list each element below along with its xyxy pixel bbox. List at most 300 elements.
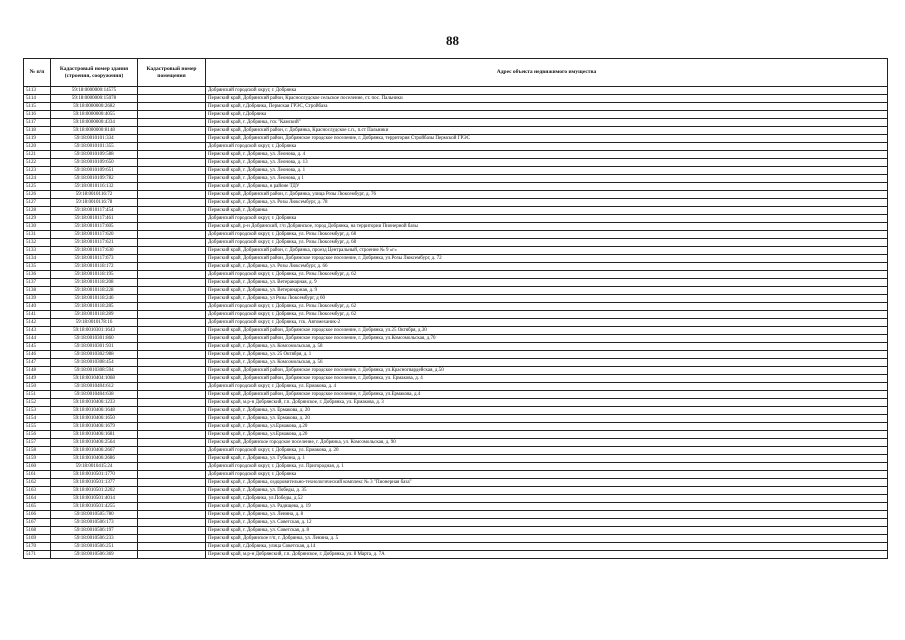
- cadastral-number: 59:18:0010406:1648: [51, 407, 138, 415]
- table-row: [24, 527, 888, 535]
- row-number: 5145: [24, 343, 51, 351]
- cadastral-number: 59:18:0010406:1233: [51, 399, 138, 407]
- room-cadastral-number: [138, 143, 206, 151]
- table-row: [24, 383, 888, 391]
- table-row: [24, 343, 888, 351]
- cadastral-number: 59:18:0010404:638: [51, 391, 138, 399]
- room-cadastral-number: [138, 511, 206, 519]
- property-address: Добрянский городской округ, г. Добрянка, ул. Розы Люксембург, д. 62: [206, 311, 888, 319]
- cadastral-number: 59:18:0010117:621: [51, 239, 138, 247]
- room-cadastral-number: [138, 479, 206, 487]
- table-row: [24, 439, 888, 447]
- row-number: 5132: [24, 239, 51, 247]
- room-cadastral-number: [138, 127, 206, 135]
- table-body: [24, 87, 888, 559]
- property-address: Пермский край, г. Добрянка: [206, 207, 888, 215]
- table-row: [24, 415, 888, 423]
- property-address: Добрянский городской округ, г. Добрянка: [206, 87, 888, 95]
- table-row: [24, 455, 888, 463]
- row-number: 5115: [24, 103, 51, 111]
- property-address: Пермский край, г. Добрянка, ул.Ермакова, д.20: [206, 423, 888, 431]
- row-number: 5149: [24, 375, 51, 383]
- page-number: 88: [446, 33, 459, 48]
- row-number: 5139: [24, 295, 51, 303]
- row-number: 5169: [24, 535, 51, 543]
- table-row: [24, 247, 888, 255]
- table-row: [24, 287, 888, 295]
- row-number: 5124: [24, 175, 51, 183]
- room-cadastral-number: [138, 191, 206, 199]
- row-number: 5163: [24, 487, 51, 495]
- cadastral-number: 59:18:0000000:15078: [51, 95, 138, 103]
- room-cadastral-number: [138, 271, 206, 279]
- property-address: Пермский край, Добрянский район, Добрянское городское поселение, г. Добрянка, территория Стройбазы Пермской ГРЭС: [206, 135, 888, 143]
- cadastral-number: 59:18:0010101:334: [51, 135, 138, 143]
- room-cadastral-number: [138, 303, 206, 311]
- property-address: Пермский край, г. Добрянка, ул. Ермакова, д. 20: [206, 407, 888, 415]
- property-address: Добрянский городской округ, г. Добрянка, ул. Розы Люксембург, д. 68: [206, 231, 888, 239]
- property-address: Пермский край, г. Добрянка, ул. Розы Люксембург, д. 78: [206, 199, 888, 207]
- property-address: Пермский край, г. Добрянка, ул.Ермакова, д.20: [206, 431, 888, 439]
- cadastral-number: 59:18:0010406:1650: [51, 415, 138, 423]
- table-row: [24, 327, 888, 335]
- row-number: 5138: [24, 287, 51, 295]
- cadastral-number: 59:18:0010116:72: [51, 191, 138, 199]
- property-address: Пермский край, Добрянский район, г. Добрянка, Краснослудское с.п., п.ст Пальники: [206, 127, 888, 135]
- table-row: [24, 87, 888, 95]
- room-cadastral-number: [138, 471, 206, 479]
- property-address: Пермский край, г. Добрянка, ул. Леонова, д. 4: [206, 151, 888, 159]
- property-address: Пермский край, Добрянское г/п, г. Добрянка, ул. Ленина, д. 5: [206, 535, 888, 543]
- table-row: [24, 271, 888, 279]
- table-row: [24, 447, 888, 455]
- row-number: 5128: [24, 207, 51, 215]
- table-row: [24, 423, 888, 431]
- property-address: Добрянский городской округ, г. Добрянка, ул. Розы Люксембург, д. 68: [206, 239, 888, 247]
- table-row: [24, 119, 888, 127]
- room-cadastral-number: [138, 455, 206, 463]
- cadastral-number: 59:18:0010501:4255: [51, 503, 138, 511]
- cadastral-number: 59:18:0010118:208: [51, 279, 138, 287]
- cadastral-number: 59:18:0010301:1643: [51, 327, 138, 335]
- cadastral-number: 59:18:0010117:605: [51, 223, 138, 231]
- property-address: Пермский край, г. Добрянка, ул. Леонова, д. 13: [206, 159, 888, 167]
- row-number: 5121: [24, 151, 51, 159]
- row-number: 5122: [24, 159, 51, 167]
- room-cadastral-number: [138, 519, 206, 527]
- row-number: 5113: [24, 87, 51, 95]
- cadastral-number: 59:18:0010506:369: [51, 551, 138, 559]
- property-address: Добрянский городской округ, г. Добрянка, ул. Пригородная, д. 1: [206, 463, 888, 471]
- room-cadastral-number: [138, 167, 206, 175]
- room-cadastral-number: [138, 255, 206, 263]
- row-number: 5154: [24, 415, 51, 423]
- property-address: Пермский край, г.Добрянка: [206, 111, 888, 119]
- table-row: [24, 503, 888, 511]
- property-address: Пермский край, г. Добрянка, ул. Леонова, д 1: [206, 175, 888, 183]
- property-address: Пермский край, г. Добрянка, ул. Комсомольская, д. 56: [206, 359, 888, 367]
- row-number: 5157: [24, 439, 51, 447]
- cadastral-number: 59:18:0010116:132: [51, 183, 138, 191]
- cadastral-number: 59:18:0010308:454: [51, 359, 138, 367]
- row-number: 5151: [24, 391, 51, 399]
- property-address: Пермский край, г. Добрянка, ул. Леонова, д. 1: [206, 167, 888, 175]
- room-cadastral-number: [138, 423, 206, 431]
- table-row: [24, 295, 888, 303]
- room-cadastral-number: [138, 103, 206, 111]
- table-row: [24, 207, 888, 215]
- row-number: 5143: [24, 327, 51, 335]
- cadastral-number: 59:18:0010308:594: [51, 367, 138, 375]
- row-number: 5155: [24, 423, 51, 431]
- table-row: [24, 407, 888, 415]
- table-row: [24, 367, 888, 375]
- property-address: Пермский край, г. Добрянка, ул. Ветеранарная, д. 9: [206, 279, 888, 287]
- room-cadastral-number: [138, 159, 206, 167]
- room-cadastral-number: [138, 263, 206, 271]
- row-number: 5126: [24, 191, 51, 199]
- room-cadastral-number: [138, 351, 206, 359]
- cadastral-number: 59:18:0010506:197: [51, 527, 138, 535]
- row-number: 5131: [24, 231, 51, 239]
- header-address: Адрес объекта недвижимого имущества: [206, 59, 888, 87]
- cadastral-number: 59:18:0010118:228: [51, 287, 138, 295]
- table-row: [24, 231, 888, 239]
- table-row: [24, 543, 888, 551]
- room-cadastral-number: [138, 231, 206, 239]
- room-cadastral-number: [138, 287, 206, 295]
- table-row: [24, 463, 888, 471]
- header-num: № п/п: [24, 59, 51, 87]
- room-cadastral-number: [138, 487, 206, 495]
- cadastral-number: 59:18:0000000:8148: [51, 127, 138, 135]
- room-cadastral-number: [138, 215, 206, 223]
- property-address: Добрянский городской округ, г. Добрянка: [206, 143, 888, 151]
- property-address: Добрянский городской округ, г. Добрянка, гск. Автомеханик-2: [206, 319, 888, 327]
- cadastral-number: 59:18:0010501:1770: [51, 471, 138, 479]
- table-row: [24, 351, 888, 359]
- cadastral-number: 59:18:0010117:461: [51, 215, 138, 223]
- row-number: 5152: [24, 399, 51, 407]
- room-cadastral-number: [138, 327, 206, 335]
- table-row: [24, 479, 888, 487]
- room-cadastral-number: [138, 503, 206, 511]
- property-address: Пермский край, г. Добрянка, гск "Камский": [206, 119, 888, 127]
- table-row: [24, 303, 888, 311]
- property-address: Пермский край, Добрянский район, Добрянское городское поселение, г. Добрянка, ул.Комсомольская, д.70: [206, 335, 888, 343]
- cadastral-number: 59:18:0000000:4334: [51, 119, 138, 127]
- room-cadastral-number: [138, 319, 206, 327]
- row-number: 5135: [24, 263, 51, 271]
- row-number: 5156: [24, 431, 51, 439]
- room-cadastral-number: [138, 495, 206, 503]
- table-row: [24, 255, 888, 263]
- cadastral-number: 59:18:0010506:233: [51, 535, 138, 543]
- table-row: [24, 263, 888, 271]
- property-address: Пермский край, Добрянский район, Добрянское городское поселение, г. Добрянка, ул.Розы Люксембург, д. 72: [206, 255, 888, 263]
- cadastral-number: 59:18:0010118:195: [51, 271, 138, 279]
- cadastral-number: 59:18:0010404:612: [51, 383, 138, 391]
- cadastral-number: 59:18:0010118:289: [51, 311, 138, 319]
- cadastral-number: 59:18:0010501:2202: [51, 487, 138, 495]
- row-number: 5123: [24, 167, 51, 175]
- property-address: Пермский край, Добрянский район, Добрянское городское поселение, г. Добрянка, ул. Ермакова, д. 4: [206, 375, 888, 383]
- room-cadastral-number: [138, 279, 206, 287]
- row-number: 5146: [24, 351, 51, 359]
- property-address: Пермский край, г. Добрянка, оздоровительно-технологический комплекс № 3 "Пионерная база": [206, 479, 888, 487]
- header-cadastral-room: Кадастровый номер помещения: [138, 59, 206, 87]
- room-cadastral-number: [138, 87, 206, 95]
- room-cadastral-number: [138, 111, 206, 119]
- room-cadastral-number: [138, 543, 206, 551]
- cadastral-number: 59:18:0010406:2667: [51, 447, 138, 455]
- row-number: 5165: [24, 503, 51, 511]
- table-row: [24, 487, 888, 495]
- property-address: Пермский край, г.Добрянка, улица Советская, д.14: [206, 543, 888, 551]
- table-row: [24, 495, 888, 503]
- table-row: [24, 199, 888, 207]
- cadastral-number: 59:18:0000000:14575: [51, 87, 138, 95]
- row-number: 5117: [24, 119, 51, 127]
- property-address: Пермский край, г. Добрянка, ул. Губкина, д. 1: [206, 455, 888, 463]
- row-number: 5125: [24, 183, 51, 191]
- row-number: 5142: [24, 319, 51, 327]
- row-number: 5167: [24, 519, 51, 527]
- property-address: Пермский край, г. Добрянка, в районе ТДУ: [206, 183, 888, 191]
- room-cadastral-number: [138, 223, 206, 231]
- property-address: Пермский край, Добрянское городское поселение, г. Добрянка, ул. Комсомольская, д. 90: [206, 439, 888, 447]
- row-number: 5153: [24, 407, 51, 415]
- table-row: [24, 143, 888, 151]
- row-number: 5170: [24, 543, 51, 551]
- property-address: Добрянский городской округ, г. Добрянка, ул. Розы Люксембург, д. 62: [206, 271, 888, 279]
- cadastral-number: 59:18:0010117:673: [51, 255, 138, 263]
- row-number: 5116: [24, 111, 51, 119]
- row-number: 5133: [24, 247, 51, 255]
- room-cadastral-number: [138, 207, 206, 215]
- room-cadastral-number: [138, 463, 206, 471]
- property-address: Пермский край, г. Добрянка, ул. Радищева, д. 19: [206, 503, 888, 511]
- property-address: Пермский край, г.Добрянка, Пермская ГРЭС, Стройбаза: [206, 103, 888, 111]
- cadastral-number: 59:18:0010117:630: [51, 247, 138, 255]
- table-row: [24, 335, 888, 343]
- table-row: [24, 359, 888, 367]
- cadastral-number: 59:18:0010118:285: [51, 303, 138, 311]
- room-cadastral-number: [138, 199, 206, 207]
- room-cadastral-number: [138, 247, 206, 255]
- cadastral-number: 59:18:0010109:651: [51, 167, 138, 175]
- cadastral-number: 59:18:0010501:1377: [51, 479, 138, 487]
- row-number: 5144: [24, 335, 51, 343]
- cadastral-number: 59:18:0010501:4014: [51, 495, 138, 503]
- table-row: [24, 175, 888, 183]
- room-cadastral-number: [138, 335, 206, 343]
- room-cadastral-number: [138, 343, 206, 351]
- cadastral-number: 59:18:0010118:246: [51, 295, 138, 303]
- room-cadastral-number: [138, 391, 206, 399]
- property-address: Пермский край, Добрянский район, г. Добрянка, улица Розы Люксембург, д. 76: [206, 191, 888, 199]
- cadastral-number: 59:18:0000000:2682: [51, 103, 138, 111]
- row-number: 5120: [24, 143, 51, 151]
- row-number: 5114: [24, 95, 51, 103]
- property-address: Пермский край, г. Добрянка, ул. Советская, д. 12: [206, 519, 888, 527]
- cadastral-number: 59:18:0010415:24: [51, 463, 138, 471]
- cadastral-number: 59:18:0010117:454: [51, 207, 138, 215]
- row-number: 5118: [24, 127, 51, 135]
- room-cadastral-number: [138, 151, 206, 159]
- table-row: [24, 511, 888, 519]
- table-row: [24, 311, 888, 319]
- row-number: 5158: [24, 447, 51, 455]
- table-row: [24, 431, 888, 439]
- room-cadastral-number: [138, 95, 206, 103]
- room-cadastral-number: [138, 527, 206, 535]
- table-row: [24, 551, 888, 559]
- cadastral-number: 59:18:0000000:4055: [51, 111, 138, 119]
- row-number: 5171: [24, 551, 51, 559]
- row-number: 5127: [24, 199, 51, 207]
- table-row: [24, 535, 888, 543]
- room-cadastral-number: [138, 383, 206, 391]
- room-cadastral-number: [138, 135, 206, 143]
- row-number: 5147: [24, 359, 51, 367]
- room-cadastral-number: [138, 447, 206, 455]
- room-cadastral-number: [138, 119, 206, 127]
- cadastral-number: 59:18:0010101:355: [51, 143, 138, 151]
- table-row: [24, 183, 888, 191]
- property-address: Добрянский городской округ, г. Добрянка, ул. Розы Люксембург, д. 62: [206, 303, 888, 311]
- table-row: [24, 215, 888, 223]
- property-address: Пермский край, г. Добрянка, ул Розы Люксембург, д 60: [206, 295, 888, 303]
- row-number: 5140: [24, 303, 51, 311]
- cadastral-number: 59:18:0010302:988: [51, 351, 138, 359]
- room-cadastral-number: [138, 311, 206, 319]
- row-number: 5160: [24, 463, 51, 471]
- property-address: Пермский край, р-н Добрянский, г/п Добрянское, город Добрянка, на территории Пионерной базы: [206, 223, 888, 231]
- property-address: Пермский край, г. Добрянка, ул. Ленина, д. 8: [206, 511, 888, 519]
- property-address: Пермский край, г. Добрянка, ул. Ветеринарная, д. 9: [206, 287, 888, 295]
- row-number: 5129: [24, 215, 51, 223]
- row-number: 5148: [24, 367, 51, 375]
- cadastral-number: 59:18:0010406:2564: [51, 439, 138, 447]
- room-cadastral-number: [138, 295, 206, 303]
- cadastral-number: 59:18:0010406:2686: [51, 455, 138, 463]
- property-address: Пермский край, Добрянский район, Краснослудское сельское поселение, ст. пос. Пальники: [206, 95, 888, 103]
- table-row: [24, 391, 888, 399]
- table-row: [24, 167, 888, 175]
- property-address: Пермский край, г. Добрянка, ул. Советская, д. 8: [206, 527, 888, 535]
- property-address: Добрянский городской округ, г. Добрянка, ул. Ермакова, д. 20: [206, 447, 888, 455]
- header-cadastral-building: Кадастровый номер здания (строения, сооружения): [51, 59, 138, 87]
- table-row: [24, 103, 888, 111]
- table-row: [24, 95, 888, 103]
- table-row: [24, 191, 888, 199]
- row-number: 5119: [24, 135, 51, 143]
- cadastral-number: 59:18:0010109:650: [51, 159, 138, 167]
- room-cadastral-number: [138, 359, 206, 367]
- property-address: Пермский край, Добрянский район, Добрянское городское поселение, г. Добрянка, ул.Красногвардейская, д.50: [206, 367, 888, 375]
- room-cadastral-number: [138, 439, 206, 447]
- cadastral-number: 59:18:0010117:620: [51, 231, 138, 239]
- row-number: 5168: [24, 527, 51, 535]
- row-number: 5159: [24, 455, 51, 463]
- row-number: 5161: [24, 471, 51, 479]
- property-address: Пермский край, Добрянский район, г. Добрянка, проезд Центральный, строение № 9 «г»: [206, 247, 888, 255]
- room-cadastral-number: [138, 551, 206, 559]
- room-cadastral-number: [138, 175, 206, 183]
- row-number: 5164: [24, 495, 51, 503]
- table-row: [24, 375, 888, 383]
- table-row: [24, 151, 888, 159]
- property-address: Добрянский городской округ, г. Добрянка: [206, 471, 888, 479]
- cadastral-number: 59:18:0010109:782: [51, 175, 138, 183]
- property-address: Добрянский городской округ, г. Добрянка: [206, 215, 888, 223]
- cadastral-number: 59:18:0010118:172: [51, 263, 138, 271]
- row-number: 5136: [24, 271, 51, 279]
- room-cadastral-number: [138, 239, 206, 247]
- room-cadastral-number: [138, 415, 206, 423]
- cadastral-number: 59:18:0010109:588: [51, 151, 138, 159]
- table-row: [24, 519, 888, 527]
- room-cadastral-number: [138, 367, 206, 375]
- row-number: 5134: [24, 255, 51, 263]
- table-row: [24, 127, 888, 135]
- room-cadastral-number: [138, 375, 206, 383]
- property-address: Пермский край, м.р-н Добрянский, г.п. Добрянское, г. Добрянка, ул. Ермакова, д. 3: [206, 399, 888, 407]
- table-row: [24, 471, 888, 479]
- property-address: Пермский край, Добрянский район, Добрянское городское поселение, г. Добрянка, ул.25 Октября, д.30: [206, 327, 888, 335]
- cadastral-number: 59:18:0010406:1679: [51, 423, 138, 431]
- room-cadastral-number: [138, 407, 206, 415]
- property-registry-table: [23, 58, 888, 559]
- row-number: 5166: [24, 511, 51, 519]
- cadastral-number: 59:18:0010406:1681: [51, 431, 138, 439]
- table-row: [24, 319, 888, 327]
- property-address: Пермский край, Добрянский район, Добрянское городское поселение, г. Добрянка, ул.Ермакова, д.4: [206, 391, 888, 399]
- row-number: 5137: [24, 279, 51, 287]
- property-address: Пермский край, м.р-н Добрянский, г.п. Добрянское, г. Добрянка, ул. 8 Марта, д. 7А: [206, 551, 888, 559]
- property-address: Пермский край, г. Добрянка, ул. 25 Октября, д. 1: [206, 351, 888, 359]
- row-number: 5130: [24, 223, 51, 231]
- row-number: 5141: [24, 311, 51, 319]
- table-row: [24, 239, 888, 247]
- table-row: [24, 223, 888, 231]
- cadastral-number: 59:18:0010178:16: [51, 319, 138, 327]
- cadastral-number: 59:18:0010301:931: [51, 343, 138, 351]
- table-row: [24, 111, 888, 119]
- row-number: 5162: [24, 479, 51, 487]
- cadastral-number: 59:18:0010116:78: [51, 199, 138, 207]
- cadastral-number: 59:18:0010506:173: [51, 519, 138, 527]
- cadastral-number: 59:18:0010301:860: [51, 335, 138, 343]
- property-address: Пермский край, г. Добрянка, ул. Ермакова, д. 20: [206, 415, 888, 423]
- property-address: Пермский край, г. Добрянка, ул. Розы Люксембург, д. 66: [206, 263, 888, 271]
- cadastral-number: 59:18:0010404:1068: [51, 375, 138, 383]
- property-address: Пермский край, г.Добрянка, ул.Победы, д.52: [206, 495, 888, 503]
- table-row: [24, 159, 888, 167]
- property-address: Добрянский городской округ, г. Добрянка, ул. Ермакова, д. 4: [206, 383, 888, 391]
- table-row: [24, 279, 888, 287]
- property-address: Пермский край, г. Добрянка, ул. Победы, д. 35: [206, 487, 888, 495]
- property-address: Пермский край, г. Добрянка, ул. Комсомольская, д. 58: [206, 343, 888, 351]
- table-header-row: [24, 59, 888, 87]
- table-row: [24, 399, 888, 407]
- room-cadastral-number: [138, 431, 206, 439]
- room-cadastral-number: [138, 399, 206, 407]
- cadastral-number: 59:18:0010506:251: [51, 543, 138, 551]
- row-number: 5150: [24, 383, 51, 391]
- cadastral-number: 59:18:0010505:780: [51, 511, 138, 519]
